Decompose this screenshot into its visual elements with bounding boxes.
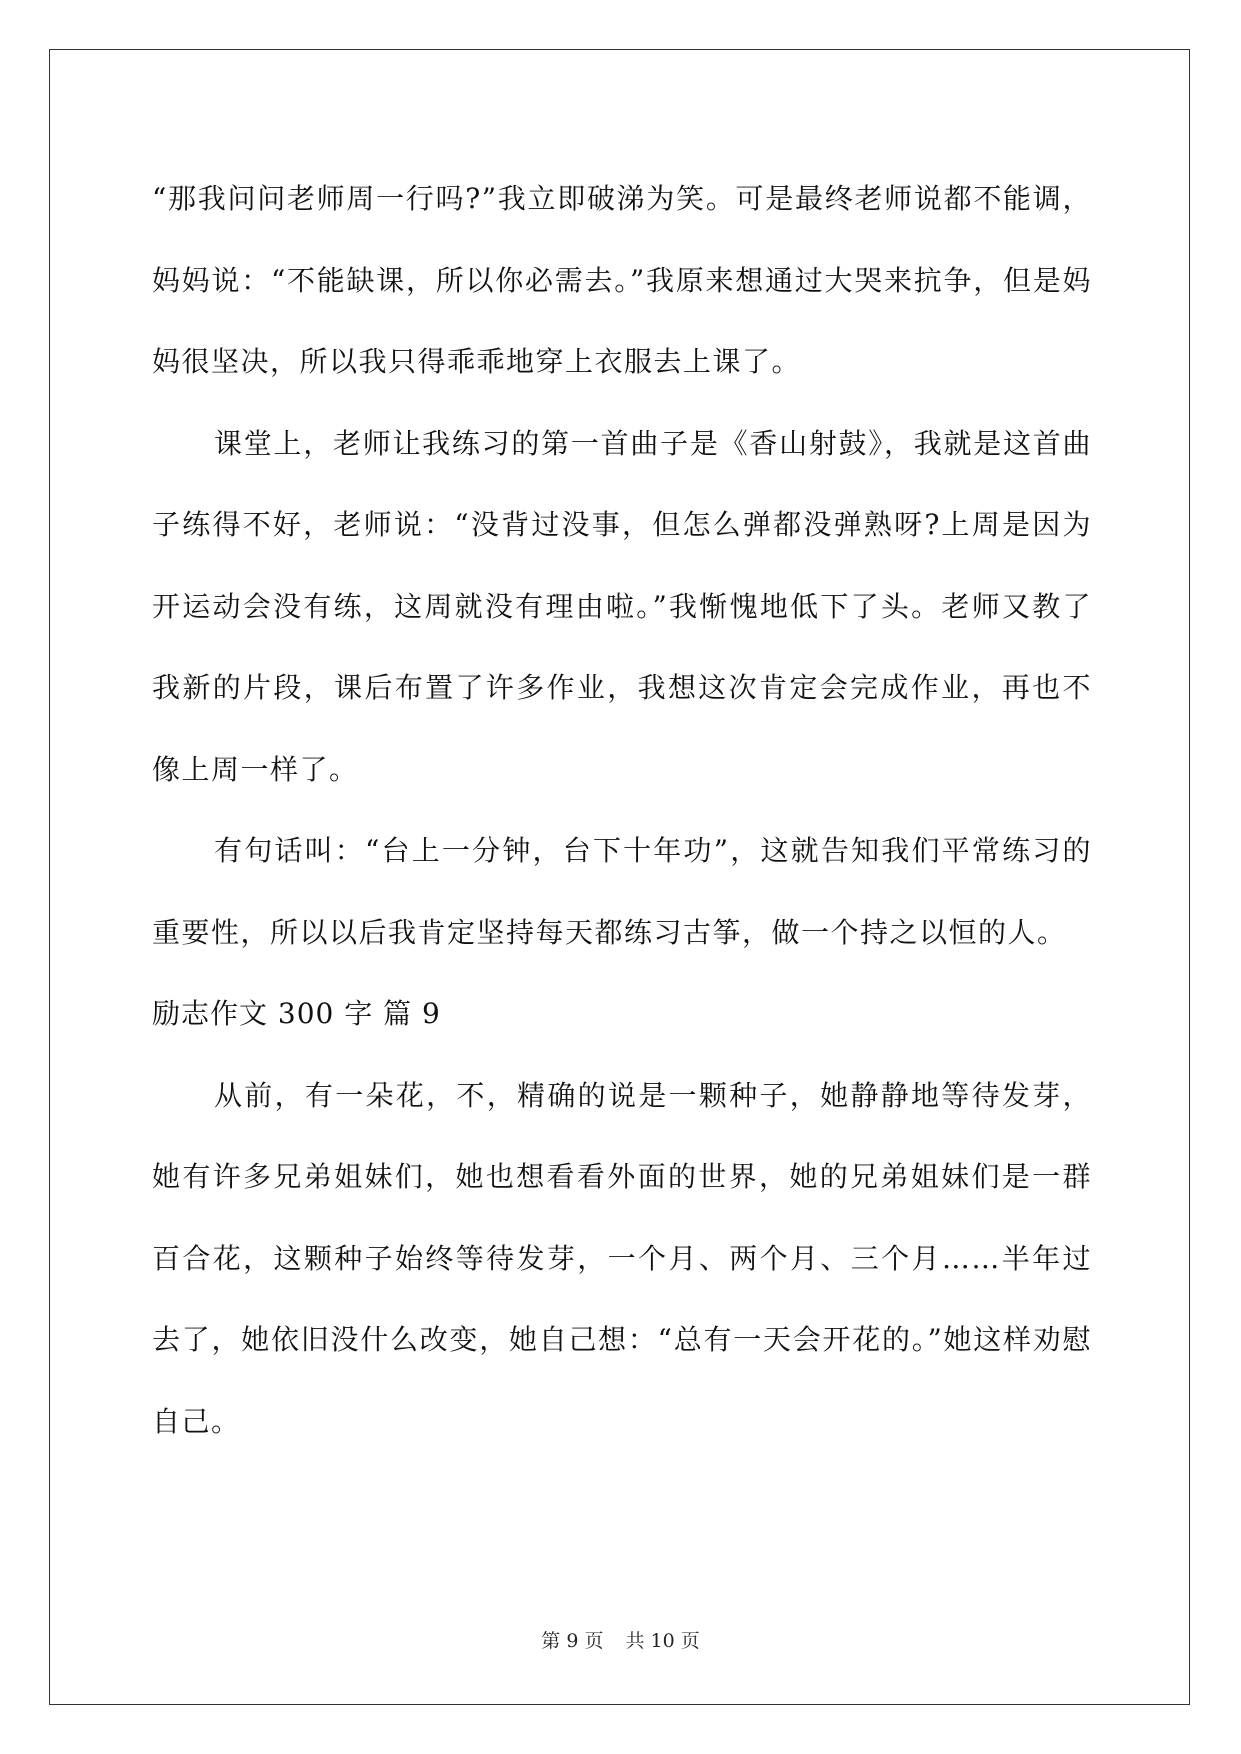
paragraph-2: 课堂上，老师让我练习的第一首曲子是《香山射鼓》，我就是这首曲子练得不好，老师说：“没背过没事，但怎么弹都没弹熟呀?上周是因为开运动会没有练，这周就没有理由啦。”我惭愧地低下了头。老师又教了我新的片段，课后布置了许多作业，我想这次肯定会完成作业，再也不像上周一样了。 [152, 426, 1092, 786]
paragraph-3: 有句话叫：“台上一分钟，台下十年功”，这就告知我们平常练习的重要性，所以以后我肯定坚持每天都练习古筝，做一个持之以恒的人。 [152, 834, 1092, 949]
document-body [152, 158, 1092, 1462]
paragraph-4: 从前，有一朵花，不，精确的说是一颗种子，她静静地等待发芽，她有许多兄弟姐妹们，她也想看看外面的世界，她的兄弟姐妹们是一群百合花，这颗种子始终等待发芽，一个月、两个月、三个月……半年过去了，她依旧没什么改变，她自己想：“总有一天会开花的。”她这样劝慰自己。 [152, 1078, 1092, 1438]
paragraph-1: “那我问问老师周一行吗?”我立即破涕为笑。可是最终老师说都不能调，妈妈说：“不能缺课，所以你必需去。”我原来想通过大哭来抗争，但是妈妈很坚决，所以我只得乖乖地穿上衣服去上课了。 [152, 182, 1092, 378]
section-heading: 励志作文 300 字 篇 9 [152, 997, 441, 1030]
page-footer [0, 1626, 1241, 1653]
page-number: 第 9 页 [541, 1630, 604, 1652]
page-total: 共 10 页 [625, 1630, 700, 1652]
